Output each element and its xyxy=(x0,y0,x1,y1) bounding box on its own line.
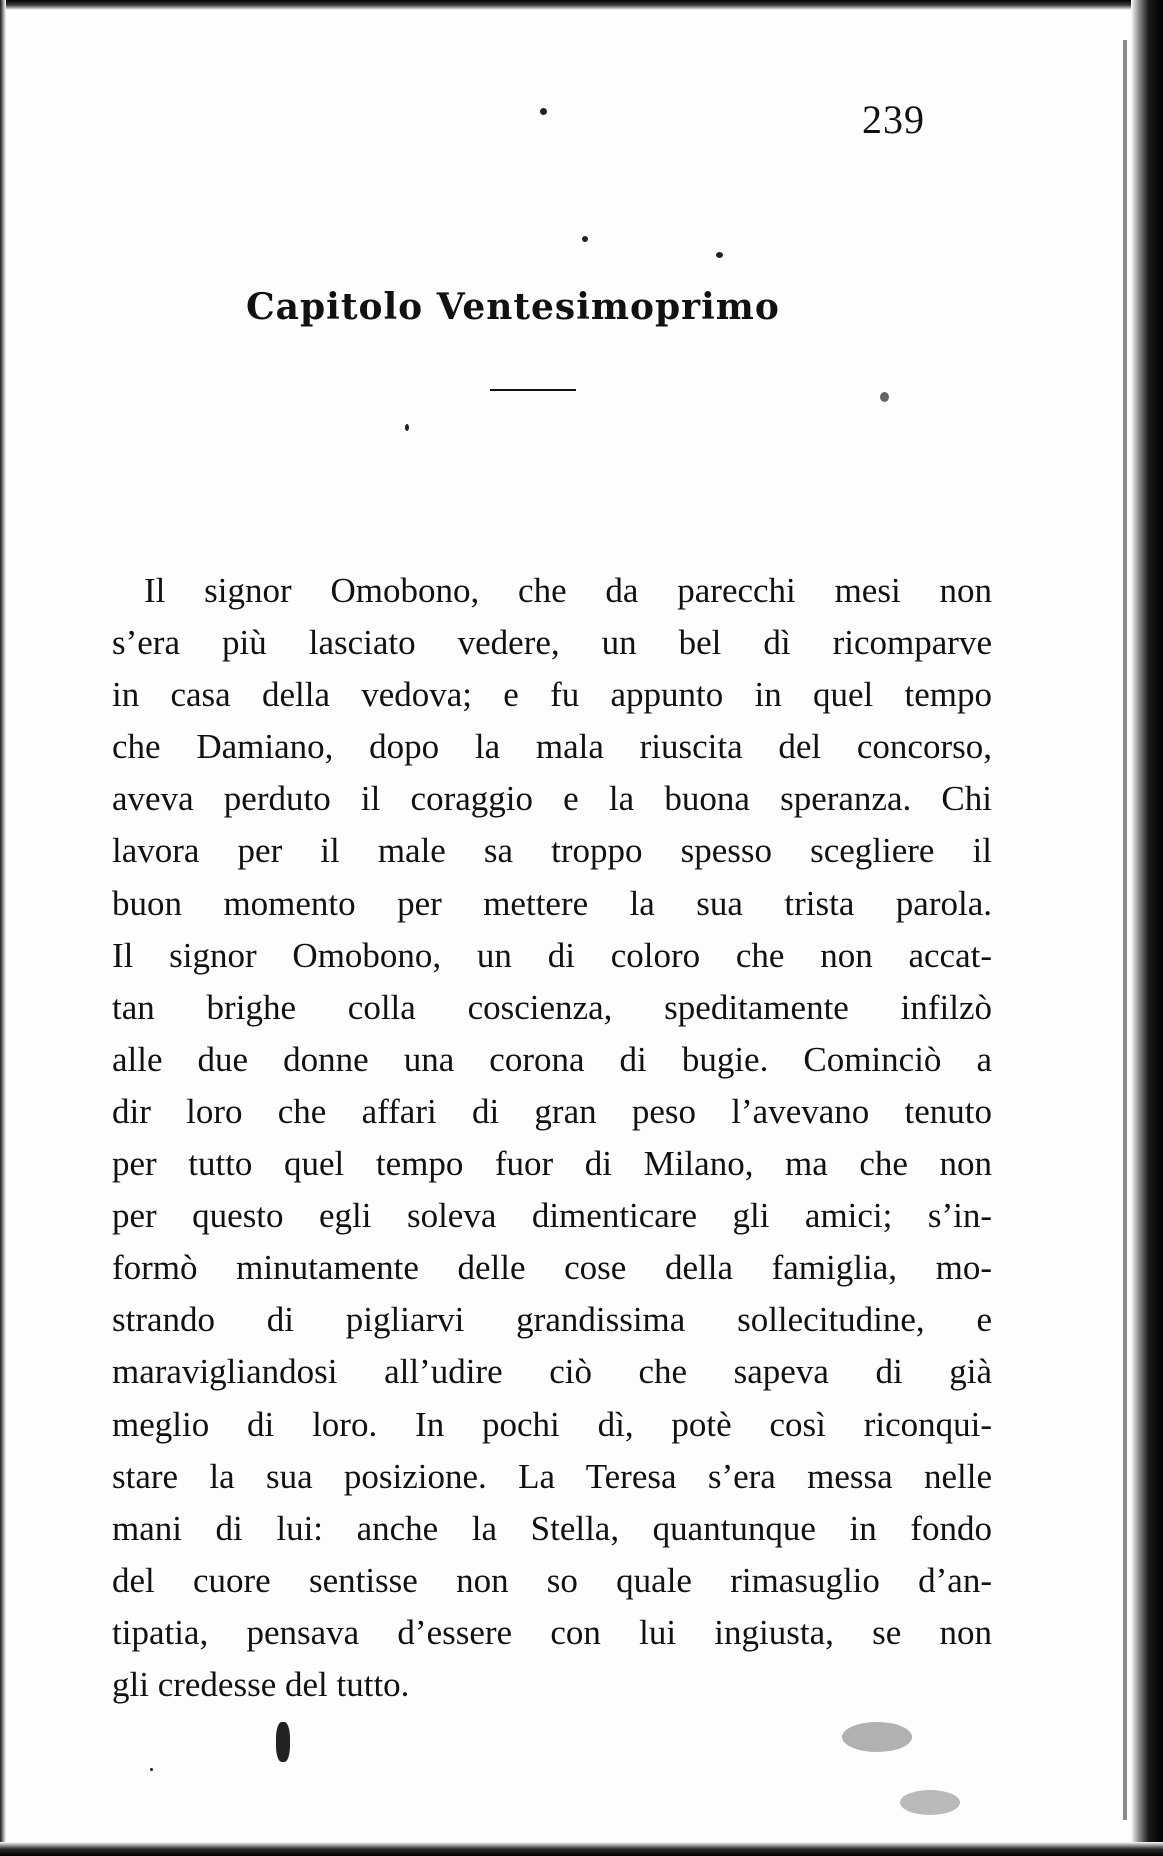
scan-edge-shadow xyxy=(1123,40,1127,1820)
scan-speck xyxy=(540,108,547,115)
text-line: s’era più lasciato vedere, un bel dì ricomparve xyxy=(112,623,992,663)
scan-speck xyxy=(842,1722,912,1752)
text-line: aveva perduto il coraggio e la buona speranza. Chi xyxy=(112,779,992,819)
page-number: 239 xyxy=(862,97,925,142)
text-line: formò minutamente delle cose della famiglia, mo- xyxy=(112,1248,992,1288)
scan-speck xyxy=(150,1768,153,1771)
scan-speck xyxy=(716,252,723,258)
text-line: che Damiano, dopo la mala riuscita del concorso, xyxy=(112,727,992,767)
text-line: in casa della vedova; e fu appunto in quel tempo xyxy=(112,675,992,715)
title-rule xyxy=(490,389,576,391)
text-line: gli credesse del tutto. xyxy=(112,1664,410,1704)
text-line: tan brighe colla coscienza, speditamente infilzò xyxy=(112,987,992,1027)
body-paragraph xyxy=(112,565,992,1711)
text-line: meglio di loro. In pochi dì, potè così riconqui- xyxy=(112,1404,992,1444)
scan-speck xyxy=(582,236,588,242)
text-line: Il signor Omobono, un di coloro che non accat- xyxy=(112,935,992,975)
scan-speck xyxy=(900,1790,960,1815)
text-line: maravigliandosi all’udire ciò che sapeva di già xyxy=(112,1352,992,1392)
text-line: lavora per il male sa troppo spesso scegliere il xyxy=(112,831,992,871)
chapter-title: Capitolo Ventesimoprimo xyxy=(246,286,780,328)
scan-edge-binding xyxy=(1131,0,1163,1856)
text-line: del cuore sentisse non so quale rimasuglio d’an- xyxy=(112,1560,992,1600)
scan-edge-top xyxy=(0,0,1163,10)
text-line: tipatia, pensava d’essere con lui ingiusta, se non xyxy=(112,1612,992,1652)
scan-speck xyxy=(405,424,409,431)
scan-edge-left xyxy=(0,0,6,1856)
text-line: alle due donne una corona di bugie. Cominciò a xyxy=(112,1039,992,1079)
text-line: strando di pigliarvi grandissima sollecitudine, e xyxy=(112,1300,992,1340)
scan-edge-bottom xyxy=(0,1842,1163,1856)
scan-speck xyxy=(276,1722,290,1762)
scan-speck xyxy=(880,392,889,402)
text-line: buon momento per mettere la sua trista parola. xyxy=(112,883,992,923)
text-line: stare la sua posizione. La Teresa s’era messa nelle xyxy=(112,1456,992,1496)
text-line: Il signor Omobono, che da parecchi mesi non xyxy=(144,571,992,610)
text-line: per questo egli soleva dimenticare gli amici; s’in- xyxy=(112,1196,992,1236)
text-line: per tutto quel tempo fuor di Milano, ma che non xyxy=(112,1144,992,1184)
text-line: dir loro che affari di gran peso l’avevano tenuto xyxy=(112,1091,992,1131)
text-line: mani di lui: anche la Stella, quantunque in fondo xyxy=(112,1508,992,1548)
